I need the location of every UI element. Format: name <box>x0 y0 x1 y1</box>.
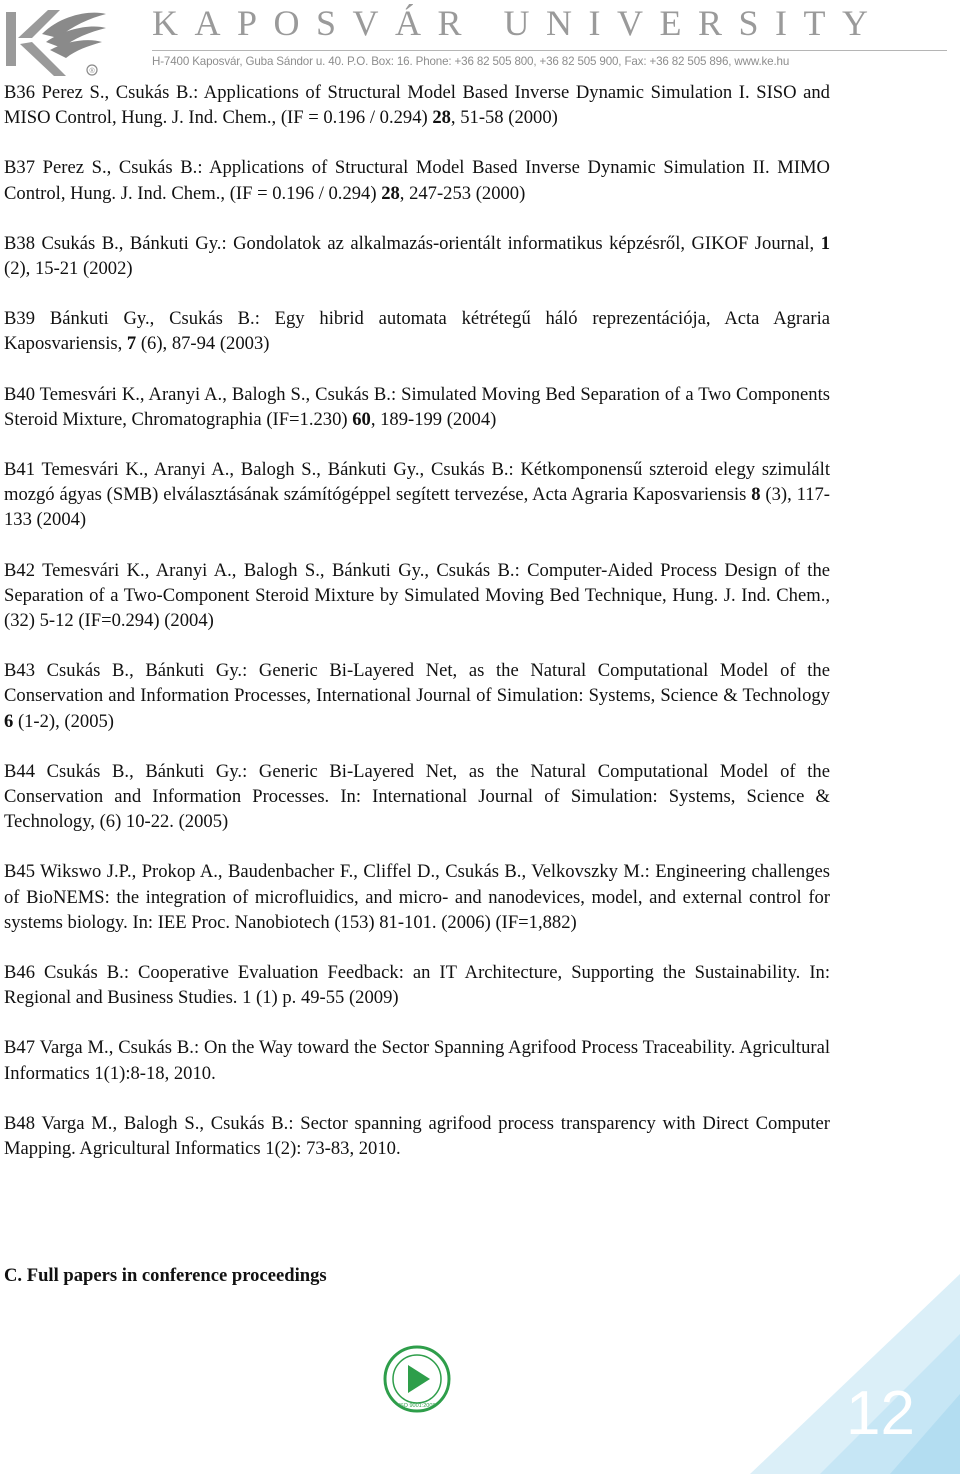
reference-id: B45 <box>4 861 35 883</box>
reference-volume: 6 <box>4 710 14 732</box>
reference-body: : Applications of Structural Model Based Inverse Dynamic Simulation II. MIMO Control, Hung. J. Ind. Chem., (IF = 0.196 / 0.294) <box>4 157 830 204</box>
reference-volume: 28 <box>381 182 400 204</box>
reference-id: B37 <box>4 157 35 179</box>
reference-body: : Generic Bi-Layered Net, as the Natural Computational Model of the Conservation and Information Processes, International Journal of Simulation: Systems, Science & Technology <box>4 660 830 707</box>
reference-item <box>4 658 830 734</box>
reference-body: : Sector spanning agrifood process transparency with Direct Computer Mapping. Agricultural Informatics 1(2): 73-83, 2010. <box>4 1112 830 1160</box>
reference-authors: Perez S., Csukás B. <box>41 82 194 103</box>
reference-body: : Computer-Aided Process Design of the Separation of a Two-Component Steroid Mixture by Simulated Moving Bed Technique, Hung. J. Ind. Chem., (32) 5-12 (IF=0.294) (2004) <box>4 559 830 632</box>
reference-authors: Csukás B., Bánkuti Gy. <box>46 660 243 682</box>
reference-authors: Wikswo J.P., Prokop A., Baudenbacher F., Cliffel D., Csukás B., Velkovszky M. <box>40 861 645 883</box>
seal-text: ISO 9001:2008 <box>398 1403 436 1409</box>
reference-authors: Temesvári K., Aranyi A., Balogh S., Bánkuti Gy., Csukás B. <box>41 459 509 481</box>
reference-id: B47 <box>4 1037 35 1059</box>
reference-body: : Cooperative Evaluation Feedback: an IT Architecture, Supporting the Sustainability. In: Regional and Business Studies. 1 (1) p. 49-55 (2009) <box>4 962 830 1009</box>
reference-item <box>4 306 830 356</box>
reference-body: : On the Way toward the Sector Spanning Agrifood Process Traceability. Agricultural Informatics 1(1):8-18, 2010. <box>4 1037 830 1084</box>
reference-tail: (1-2), (2005) <box>13 710 114 732</box>
reference-body: : Kétkomponensű szteroid elegy szimulált mozgó ágyas (SMB) elválasztásának számítógéppel segített tervezése, Acta Agraria Kaposvariensis <box>4 459 830 506</box>
reference-volume: 28 <box>432 107 451 129</box>
reference-authors: Csukás B., Bánkuti Gy. <box>46 760 243 782</box>
reference-volume: 60 <box>352 408 371 430</box>
reference-tail: , 51-58 (2000) <box>450 107 558 129</box>
university-name: KAPOSVÁR UNIVERSITY <box>152 3 885 43</box>
section-heading: C. Full papers in conference proceedings <box>4 1265 327 1286</box>
reference-item <box>4 80 830 130</box>
reference-id: B46 <box>4 962 35 984</box>
reference-id: B43 <box>4 660 35 682</box>
page-header <box>0 0 960 82</box>
reference-volume: 8 <box>751 484 761 506</box>
reference-volume: 1 <box>820 232 830 254</box>
registered-mark: ® <box>89 68 95 75</box>
reference-body: : Simulated Moving Bed Separation of a Two Components Steroid Mixture, Chromatographia (IF=1.230) <box>4 383 831 430</box>
reference-item <box>4 558 830 634</box>
reference-tail: (6), 87-94 (2003) <box>136 333 270 355</box>
reference-id: B41 <box>4 459 35 481</box>
reference-tail: , 189-199 (2004) <box>370 408 497 430</box>
reference-authors: Varga M., Balogh S., Csukás B. <box>41 1112 289 1134</box>
reference-tail: (2), 15-21 (2002) <box>4 258 133 280</box>
reference-item <box>4 155 830 205</box>
reference-authors: Temesvári K., Aranyi A., Balogh S., Csukás B. <box>39 383 391 405</box>
reference-tail: (3), 117-133 (2004) <box>4 484 830 531</box>
header-divider <box>152 50 947 51</box>
reference-body: : Gondolatok az alkalmazás-orientált informatikus képzésről, GIKOF Journal, <box>221 232 821 254</box>
reference-item <box>4 759 830 835</box>
reference-id: B42 <box>4 559 35 581</box>
reference-body: : Engineering challenges of BioNEMS: the integration of microfluidics, and micro- and nanodevices, model, and external control for systems biology. In: IEE Proc. Nanobiotech (153) 81-101. (2006) (IF=1,882) <box>4 861 830 933</box>
reference-id: B39 <box>4 308 35 330</box>
reference-item <box>4 960 830 1010</box>
reference-volume: 7 <box>126 333 137 355</box>
university-address: H-7400 Kaposvár, Guba Sándor u. 40. P.O. Box: 16. Phone: +36 82 505 800, +36 82 505 900, Fax: +36 82 505 896, www.ke.hu <box>152 55 790 68</box>
reference-body: : Applications of Structural Model Based Inverse Dynamic Simulation I. SISO and MISO Control, Hung. J. Ind. Chem., (IF = 0.196 / 0.294) <box>4 82 830 129</box>
reference-item <box>4 1111 830 1161</box>
reference-id: B36 <box>4 82 35 103</box>
iso-certification-seal-icon <box>382 1343 452 1415</box>
reference-list <box>4 80 830 1186</box>
reference-id: B48 <box>4 1112 35 1134</box>
reference-item <box>4 382 830 432</box>
university-logo-icon <box>2 4 110 80</box>
reference-id: B40 <box>4 383 35 405</box>
reference-authors: Temesvári K., Aranyi A., Balogh S., Bánkuti Gy., Csukás B. <box>42 559 515 581</box>
reference-item <box>4 457 830 533</box>
reference-item <box>4 1035 830 1085</box>
reference-id: B44 <box>4 760 35 782</box>
reference-item <box>4 231 830 281</box>
reference-id: B38 <box>4 232 35 254</box>
reference-body: : Generic Bi-Layered Net, as the Natural Computational Model of the Conservation and Information Processes. In: International Journal of Simulation: Systems, Science & Technology, (6) 10-22. (2005) <box>4 760 830 833</box>
page-number: 12 <box>846 1379 915 1448</box>
reference-authors: Bánkuti Gy., Csukás B. <box>49 308 255 330</box>
reference-authors: Varga M., Csukás B. <box>39 1037 194 1059</box>
reference-body: : Egy hibrid automata kétrétegű háló reprezentációja, Acta Agraria Kaposvariensis, <box>4 308 830 355</box>
reference-authors: Csukás B. <box>44 962 124 984</box>
reference-item <box>4 859 830 935</box>
reference-tail: , 247-253 (2000) <box>399 182 526 204</box>
reference-authors: Perez S., Csukás B. <box>42 157 198 179</box>
reference-authors: Csukás B., Bánkuti Gy. <box>41 232 222 254</box>
